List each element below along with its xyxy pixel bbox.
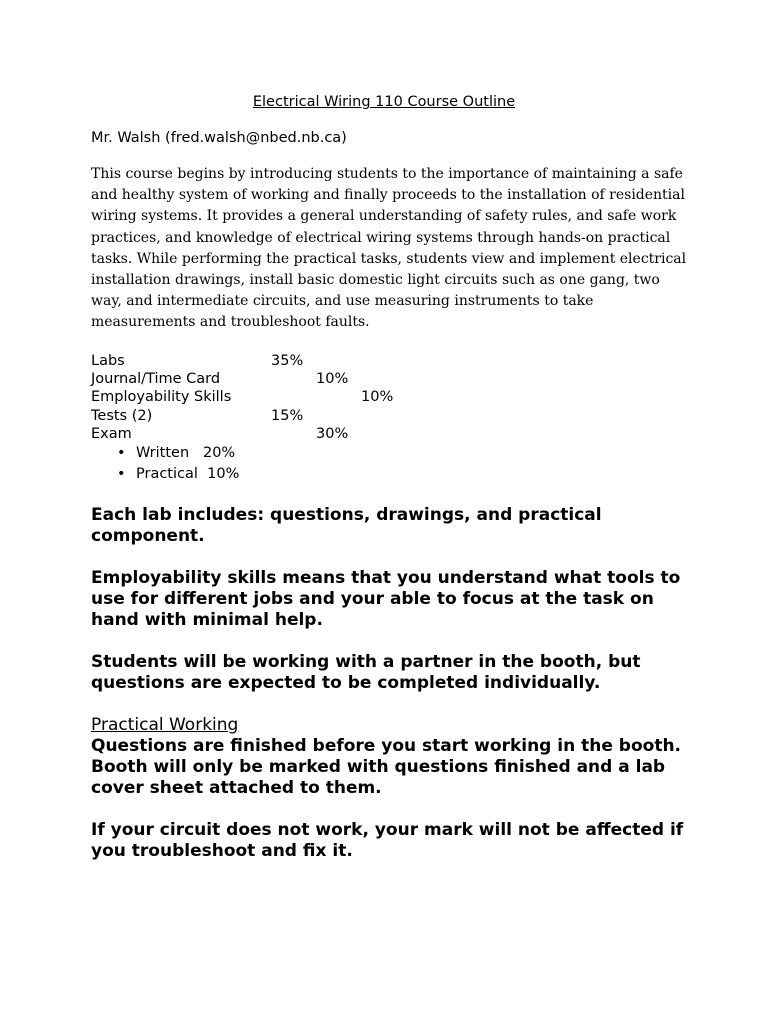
grade-row-exam	[91, 425, 491, 443]
list-item	[91, 464, 239, 485]
author-line: Mr. Walsh (fred.walsh@nbed.nb.ca)	[91, 130, 347, 146]
grade-label: Journal/Time Card	[91, 371, 221, 388]
grade-label: Labs	[91, 353, 125, 369]
document-title: Electrical Wiring 110 Course Outline	[252, 94, 516, 110]
grade-label: Tests (2)	[91, 407, 153, 424]
list-item	[91, 443, 239, 464]
grade-value: 10%	[316, 371, 349, 388]
employability-paragraph: Employability skills means that you understand what tools to use for different jobs and your able to focus at the task on hand with minimal help.	[91, 568, 681, 630]
grade-value: 10%	[361, 389, 394, 406]
list-item-text: Written 20%	[136, 445, 236, 461]
grade-label: Employability Skills	[91, 389, 232, 406]
grade-row-journal	[91, 370, 491, 388]
grade-breakdown	[91, 352, 491, 443]
grade-value: 35%	[271, 353, 304, 369]
partner-paragraph: Students will be working with a partner in the booth, but questions are expected to be completed individually.	[91, 652, 641, 693]
practical-paragraph: Questions are finished before you start working in the booth. Booth will only be marked with questions finished and a lab cover sheet attached to them.	[91, 736, 682, 798]
list-item-text: Practical 10%	[136, 466, 240, 482]
practical-heading: Practical Working	[91, 715, 239, 735]
practical-section	[91, 715, 691, 799]
bullet-icon: •	[117, 466, 126, 482]
grade-value: 30%	[316, 425, 349, 442]
labs-paragraph: Each lab includes: questions, drawings, and practical component.	[91, 505, 602, 546]
grade-value: 15%	[271, 407, 304, 424]
bullet-icon: •	[117, 445, 126, 461]
exam-breakdown-list	[91, 443, 239, 485]
grade-row-labs	[91, 352, 491, 370]
course-description: This course begins by introducing students to the importance of maintaining a safe and healthy system of working and finally proceeds to the installation of residential wiring systems. It provides a general understanding of safety rules, and safe work practices, and knowledge of electrical wiring systems through hands-on practical tasks. While performing the practical tasks, students view and implement electrical installation drawings, install basic domestic light circuits such as one gang, two way, and intermediate circuits, and use measuring instruments to take measurements and troubleshoot faults.	[91, 166, 687, 331]
circuit-paragraph: If your circuit does not work, your mark will not be affected if you troubleshoot and fix it.	[91, 820, 684, 861]
grade-row-tests	[91, 407, 491, 425]
grade-row-employability	[91, 388, 491, 406]
grade-label: Exam	[91, 425, 132, 442]
